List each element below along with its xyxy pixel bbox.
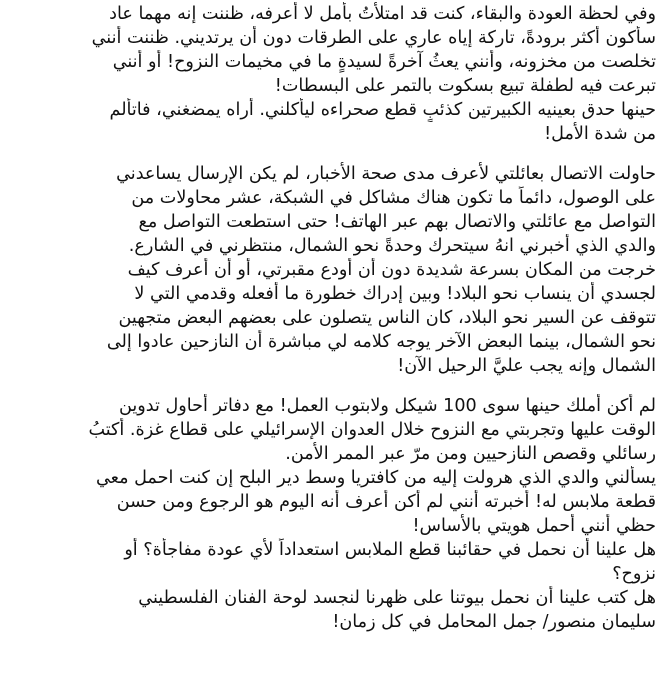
- paragraph: [18, 586, 656, 634]
- text-line: حينها حدق بعينيه الكبيرتين كذئبٍ قطع صحراءه ليأكلني. أراه يمضغني، فاتألم: [109, 100, 656, 120]
- paragraph: [18, 538, 656, 586]
- text-line: قطعة ملابس له! أخبرته أنني لم أكن أعرف أنه اليوم هو الرجوع ومن حسن: [116, 492, 656, 512]
- text-line: سأكون أكثر برودةً، تاركة إياه عاري على الطرقات دون أن يرتديني. ظننت أنني: [91, 28, 656, 48]
- text-line: وفي لحظة العودة والبقاء، كنت قد امتلأتُ بأمل لا أعرفه، ظننت إنه مهما عاد: [109, 4, 656, 24]
- text-line: حاولت الاتصال بعائلتي لأعرف مدى صحة الأخبار، لم يكن الإرسال يساعدني: [116, 164, 656, 184]
- paragraph: [18, 394, 656, 466]
- text-line: هل علينا أن نحمل في حقائبنا قطع الملابس استعداداً لأي عودة مفاجأة؟ أو: [124, 540, 656, 560]
- text-line: هل كتب علينا أن نحمل بيوتنا على ظهرنا لنجسد لوحة الفنان الفلسطيني: [138, 588, 656, 608]
- text-line: على الوصول، دائماً ما تكون هناك مشاكل في الشبكة، عشر محاولات من: [131, 188, 656, 208]
- text-line: سليمان منصور/ جمل المحامل في كل زمان!: [332, 612, 656, 632]
- text-line: الوقت عليها وتجربتي مع النزوح خلال العدوان الإسرائيلي على قطاع غزة. أكتبُ: [88, 420, 656, 440]
- paragraph: [18, 98, 656, 146]
- text-line: نحو الشمال، بينما البعض الآخر يوجه كلامه لي مباشرة أن النازحين عادوا إلى: [106, 332, 656, 352]
- text-line: والدي الذي أخبرني انهُ سيتحرك وحدةً نحو الشمال، منتظرني في الشارع.: [128, 236, 656, 256]
- paragraph: [18, 2, 656, 98]
- text-line: نزوح؟: [612, 564, 656, 584]
- text-line: خرجت من المكان بسرعة شديدة دون أن أودع مقبرتي، أو أن أعرف كيف: [127, 260, 656, 280]
- text-line: التواصل مع عائلتي والاتصال بهم عبر الهاتف! حتى استطعت التواصل مع: [138, 212, 656, 232]
- paragraph: [18, 466, 656, 538]
- text-line: رسائلي وقصص النازحيين ومن مرّ عبر الممر الأمن.: [285, 444, 656, 464]
- text-line: تبرعت فيه لطفلة تبيع بسكوت بالتمر على البسطات!: [274, 76, 656, 96]
- text-line: من شدة الأمل!: [544, 124, 656, 144]
- text-line: الشمال وإنه يجب عليَّ الرحيل الآن!: [397, 356, 656, 376]
- paragraph-spacer: [18, 146, 656, 162]
- text-line: لجسدي أن ينساب نحو البلاد! وبين إدراك خطورة ما أفعله وقدمي التي لا: [134, 284, 656, 304]
- text-line: يسألني والدي الذي هرولت إليه من كافتريا وسط دير البلح إن كنت احمل معي: [95, 468, 656, 488]
- text-line: حظي أنني أحمل هويتي بالأساس!: [412, 516, 656, 536]
- text-line: لم أكن أملك حينها سوى 100 شيكل ولابتوب العمل! مع دفاتر أحاول تدوين: [118, 396, 656, 416]
- text-line: تخلصت من مخزونه، وأنني يعثُ آخرةً لسيدةٍ ما في مخيمات النزوح! أو أنني: [112, 52, 656, 72]
- text-line: تتوقف عن السير نحو البلاد، كان الناس يتصلون على بعضهم البعض متجهين: [118, 308, 656, 328]
- paragraph: [18, 162, 656, 378]
- paragraph-spacer: [18, 378, 656, 394]
